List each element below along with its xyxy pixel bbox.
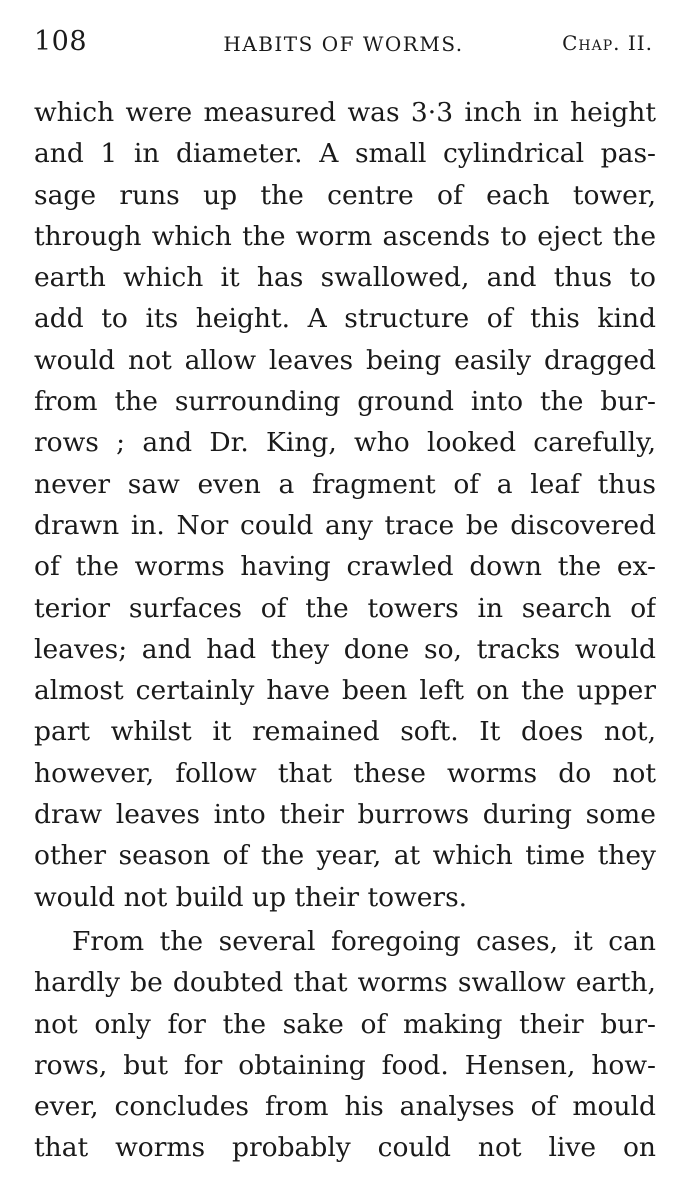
text-line: from the surrounding ground into the bur- — [34, 386, 656, 418]
paragraph-2 — [34, 921, 656, 1169]
text-line: draw leaves into their burrows during some — [34, 799, 656, 831]
text-line: drawn in. Nor could any trace be discovered — [34, 509, 656, 541]
text-line: almost certainly have been left on the upper — [34, 675, 656, 707]
text-line: however, follow that these worms do not — [34, 757, 656, 789]
text-line: rows, but for obtaining food. Hensen, how- — [34, 1049, 656, 1081]
text-line: never saw even a fragment of a leaf thus — [34, 468, 656, 500]
running-head — [34, 26, 653, 62]
text-line: that worms probably could not live on — [34, 1132, 656, 1164]
text-line: which were measured was 3·3 inch in height — [34, 97, 656, 128]
text-line: hardly be doubted that worms swallow earth, — [34, 967, 656, 999]
text-line: add to its height. A structure of this kind — [34, 303, 656, 335]
text-line: ever, concludes from his analyses of mould — [34, 1091, 656, 1123]
text-line: would not allow leaves being easily dragged — [34, 344, 656, 376]
text-line: rows ; and Dr. King, who looked carefully, — [34, 427, 656, 459]
text-line: of the worms having crawled down the ex- — [34, 551, 656, 583]
text-line: sage runs up the centre of each tower, — [34, 179, 656, 211]
text-line: and 1 in diameter. A small cylindrical pas- — [34, 138, 656, 170]
text-line: From the several foregoing cases, it can — [72, 925, 656, 957]
chapter-reference: Chap. II. — [562, 31, 653, 55]
text-line: terior surfaces of the towers in search of — [34, 592, 656, 624]
text-line: would not build up their towers. — [34, 881, 468, 913]
page-number: 108 — [34, 26, 88, 57]
body-text — [34, 92, 656, 1169]
text-line: part whilst it remained soft. It does not, — [34, 716, 656, 748]
text-line: through which the worm ascends to eject the — [34, 220, 656, 252]
text-line: earth which it has swallowed, and thus to — [34, 262, 656, 294]
text-line: other season of the year, at which time they — [34, 840, 656, 872]
running-title: HABITS OF WORMS. — [223, 32, 464, 56]
text-line: leaves; and had they done so, tracks would — [34, 633, 656, 665]
text-line: not only for the sake of making their bur- — [34, 1008, 656, 1040]
paragraph-1 — [34, 92, 656, 918]
